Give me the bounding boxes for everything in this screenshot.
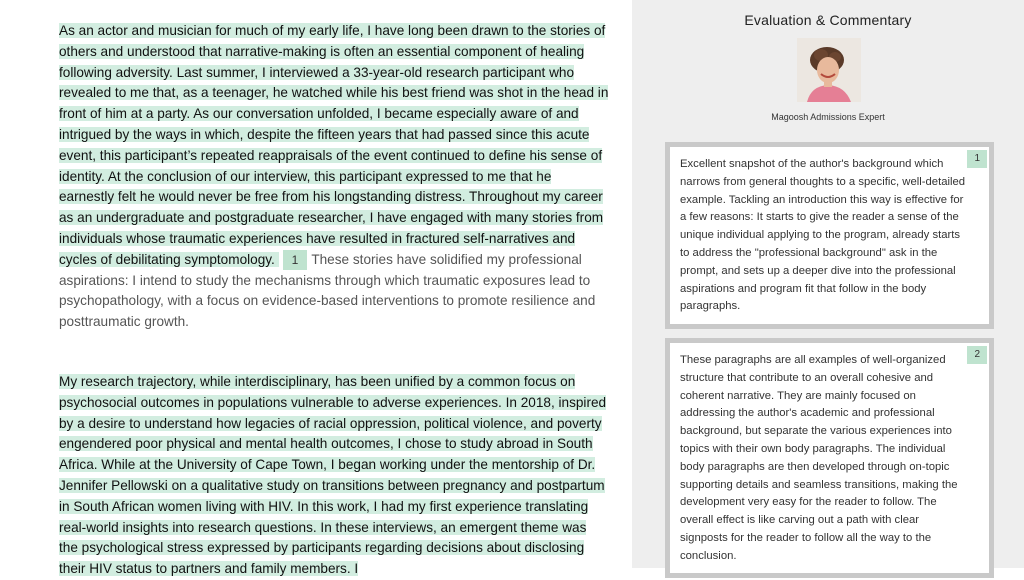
commentary-panel	[632, 0, 1024, 568]
expert-avatar	[797, 38, 861, 102]
essay-paragraph-2	[59, 372, 609, 580]
avatar-portrait-icon	[797, 38, 861, 102]
comment-marker-1[interactable]: 1	[283, 250, 308, 270]
comment-card-number[interactable]: 1	[967, 150, 987, 168]
comment-card-text: Excellent snapshot of the author's background which narrows from general thoughts to a specific, well-detailed example. Tackling an introduction this way is effective for a few reasons: It starts to give the reader a sense of the unique individual applying to the program, already starts to address the "professional background" ask in the prompt, and sets up a deeper dive into the professional aspirations and program fit that follow in the body paragraphs.	[680, 158, 966, 313]
essay-paragraph-1	[59, 21, 609, 333]
highlighted-passage-2[interactable]: My research trajectory, while interdisciplinary, has been unified by a common focus on psychosocial outcomes in populations vulnerable to adverse experiences. In 2018, inspired by a desire to understand how legacies of racial oppression, political violence, and poverty engendered poor physical and mental health outcomes, I chose to study abroad in South Africa. While at the University of Cape Town, I began working under the mentorship of Dr. Jennifer Pellowski on a qualitative study on transitions between pregnancy and postpartum in South African women living with HIV. In this work, I had my first experience translating real-world insights into research questions. In these interviews, an emergent theme was the psychological stress expressed by participants regarding decisions about disclosing their HIV status to partners and family members. I	[59, 374, 607, 577]
comment-card-2	[665, 338, 994, 578]
highlighted-passage-1[interactable]: As an actor and musician for much of my early life, I have long been drawn to the stories of others and understood that narrative-making is often an essential component of healing following adversity. Last summer, I interviewed a 33-year-old research participant who revealed to me that, as a teenager, he watched while his best friend was shot in the head in front of him at a party. As our conversation unfolded, I became especially aware of and intrigued by the ways in which, despite the fifteen years that had passed since this acute event, this participant’s repeated reappraisals of the event continued to define his sense of identity. At the conclusion of our interview, this participant expressed to me that he earnestly felt he would never be free from his longstanding distress. Throughout my career as an undergraduate and postgraduate researcher, I have engaged with many stories from individuals whose traumatic experiences have resulted in fractured self-narratives and cycles of debilitating symptomology.	[59, 23, 609, 267]
comment-card-number[interactable]: 2	[967, 346, 987, 364]
panel-title: Evaluation & Commentary	[744, 12, 912, 28]
unhighlighted-text: These stories have solidified my professional aspirations: I intend to study the mechanisms through which traumatic exposures lead to psychopathology, with a focus on evidence-based interventions to promote resilience and posttraumatic growth.	[59, 251, 596, 330]
avatar-caption: Magoosh Admissions Expert	[771, 112, 885, 122]
comment-card-1	[665, 142, 994, 329]
comment-card-text: These paragraphs are all examples of well-organized structure that contribute to an overall cohesive and coherent narrative. They are mainly focused on addressing the author's academic and professional background, but separate the various experiences into topics with their own body paragraphs. The individual body paragraphs are then developed through on-topic supporting details and seamless transitions, making the development very easy for the reader to follow. The overall effect is like carving out a path with clear signposts for the reader to follow all the way to the conclusion.	[680, 354, 958, 562]
